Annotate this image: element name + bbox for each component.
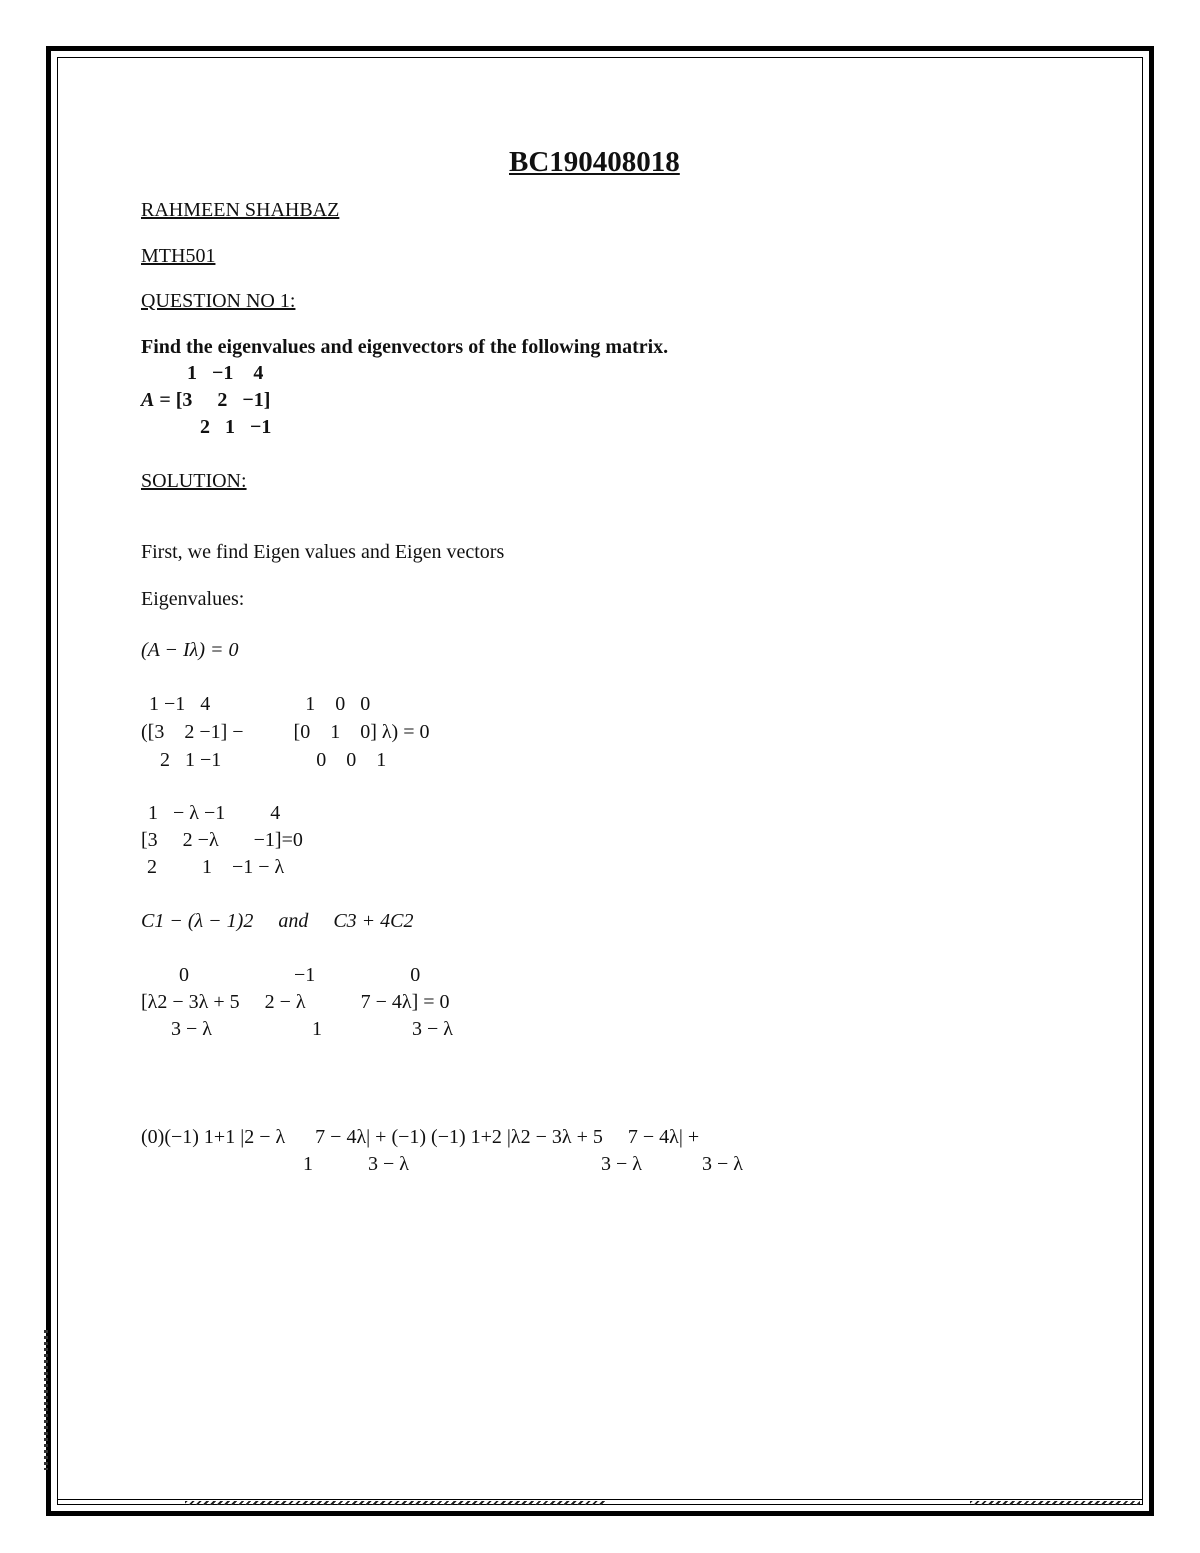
equation-block-3-row-1: 0 −1 0 <box>179 964 421 986</box>
cofactor-expansion-row-1: (0)(−1) 1+1 |2 − λ 7 − 4λ| + (−1) (−1) 1+2 |λ2 − 3λ + 5 7 − 4λ| + <box>141 1126 700 1148</box>
question-prompt: Find the eigenvalues and eigenvectors of the following matrix. <box>141 336 669 358</box>
footer-hatch-left <box>185 1501 605 1505</box>
equation-block-1-row-1: 1 −1 4 1 0 0 <box>149 693 371 715</box>
column-operations: C1 − (λ − 1)2 and C3 + 4C2 <box>141 910 414 932</box>
characteristic-equation: (A − Iλ) = 0 <box>141 639 239 661</box>
footer-hatch-right <box>970 1501 1140 1505</box>
solution-label: SOLUTION: <box>141 470 247 492</box>
equation-block-3-row-3: 3 − λ 1 3 − λ <box>171 1018 453 1040</box>
cofactor-expansion-row-2b: 3 − λ 3 − λ <box>601 1153 743 1175</box>
course-code: MTH501 <box>141 245 216 267</box>
equation-block-2-row-2: [3 2 −λ −1]=0 <box>141 829 303 851</box>
matrix-a-row-2-values: = [3 2 −1] <box>154 389 271 411</box>
matrix-a-row-1: 1 −1 4 <box>187 362 264 384</box>
matrix-a-row-3: 2 1 −1 <box>200 416 272 438</box>
equation-block-2-row-3: 2 1 −1 − λ <box>147 856 285 878</box>
footer-rule <box>57 1499 1143 1500</box>
page-border-inner <box>57 57 1143 1505</box>
margin-marks <box>44 1330 48 1470</box>
eigenvalues-heading: Eigenvalues: <box>141 588 245 610</box>
question-label: QUESTION NO 1: <box>141 290 296 312</box>
equation-block-1-row-2: ([3 2 −1] − [0 1 0] λ) = 0 <box>141 721 430 743</box>
student-id-title: BC190408018 <box>509 146 680 178</box>
matrix-a-row-2 <box>141 388 270 412</box>
cofactor-expansion-row-2a: 1 3 − λ <box>303 1153 409 1175</box>
student-name: RAHMEEN SHAHBAZ <box>141 199 340 221</box>
equation-block-2-row-1: 1 − λ −1 4 <box>148 802 281 824</box>
solution-intro: First, we find Eigen values and Eigen vectors <box>141 541 505 563</box>
equation-block-3-row-2: [λ2 − 3λ + 5 2 − λ 7 − 4λ] = 0 <box>141 991 450 1013</box>
matrix-a-symbol: A <box>141 389 155 411</box>
equation-block-1-row-3: 2 1 −1 0 0 1 <box>160 749 387 771</box>
